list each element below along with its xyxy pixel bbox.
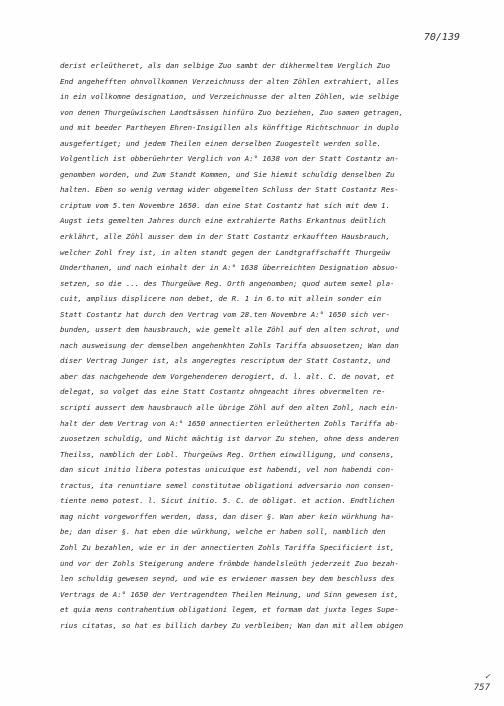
text-line: Zohl Zu bezahlen, wie er in der annectierten Zohls Tariffa Specificiert ist, [60, 542, 395, 552]
text-line: erklährt, alle Zöhl ausser dem in der Statt Costantz erkaufften Hausbrauch, [60, 232, 390, 242]
margin-mark-text: ✓ 757 [473, 672, 490, 693]
text-line: und mit beeder Partheyen Ehren-Insigillen als könfftige Richtschnuor in duplo [60, 123, 399, 133]
text-line: bunden, ussert dem hausbrauch, wie gemelt alle Zöhl auf den alten schrot, und [60, 325, 399, 335]
text-line: setzen, so die ... des Thurgeüwe Reg. Orth angenomben; quod autem semel pla- [60, 278, 395, 288]
text-line: Volgentlich ist obberüehrter Verglich von A:° 1638 von der Statt Costantz an- [60, 154, 399, 164]
text-line: zuosetzen schuldig, und Nicht mächtig ist darvor Zu stehen, ohne dess anderen [60, 434, 399, 444]
text-line: mag nicht vorgeworffen werden, dass, dan diser §. Wan aber kein würkhung ha- [60, 511, 395, 521]
text-line: Augst iets gemelten Jahres durch eine extrahierte Raths Erkantnus deütlich [60, 216, 386, 226]
text-line: tractus, ita renuntiare semel constitutae obligationi adversario non consen- [60, 480, 395, 490]
text-line: Underthanen, und nach einhalt der in A:° 1638 überreichten Designation absuo- [60, 263, 399, 273]
text-line: len schuldig gewesen seynd, und wie es erwiener massen bey dem beschluss des [60, 574, 395, 584]
text-line: Theilss, namblich der Lobl. Thurgeüws Reg. Orthen einwilligung, und consens, [60, 449, 395, 459]
text-line: von denen Thurgeüwischen Landtsässen hinfüro Zuo beziehen, Zuo samen getragen, [60, 107, 404, 117]
text-line: tiente nemo potest. l. Sicut initio. 5. C. de obligat. et action. Endtlichen [60, 496, 395, 506]
text-line: delegat, so volget das eine Statt Costantz ohngeacht ihres obvermelten re- [60, 387, 386, 397]
text-line: halt der dem Vertrag von A:° 1650 annectierten erleütherten Zohls Tariffa ab- [60, 418, 399, 428]
text-line: cuit, amplius displicere non debet, de R. 1 in 6.to mit allein sonder ein [60, 294, 382, 304]
text-line: ausgefertiget; und jedem Theilen einen derselben Zuogestelt werden solle. [60, 138, 382, 148]
text-line: dan sicut initio libera potestas unicuique est habendi, vel non habendi con- [60, 465, 395, 475]
text-line: genomben worden, und Zum Standt Kommen, und Sie hiemit schuldig denselben Zu [60, 169, 395, 179]
text-line: scripti aussert dem hausbrauch alle übrige Zöhl auf den alten Zohl, nach ein- [60, 403, 399, 413]
text-line: in ein vollkomne designation, und Verzeichnusse der alten Zöhlen, wie selbige [60, 92, 399, 102]
text-line: Statt Costantz hat durch den Vertrag vom 28.ten Novembre A:° 1650 sich ver- [60, 309, 390, 319]
transcription-text [60, 58, 480, 633]
text-line: und vor der Zohls Steigerung andere frömbde handelsleüth jederzeit Zuo bezah- [60, 558, 399, 568]
folio-number: 70/139 [423, 32, 460, 43]
text-line: be; dan diser §. hat eben die würkhung, welche er haben soll, namblich den [60, 527, 386, 537]
text-line: End angehefften ohnvollkomnen Verzeichnuss der alten Zöhlen extrahiert, alles [60, 76, 399, 86]
text-line: diser Vertrag Junger ist, als angeregtes rescriptum der Statt Costantz, und [60, 356, 390, 366]
text-line: criptum vom 5.ten Novembre 1650. dan eine Stat Costantz hat sich mit dem 1. [60, 200, 390, 210]
text-line: welcher Zohl frey ist, in alten standt gegen der Landtgraffschafft Thurgeüw [60, 247, 390, 257]
margin-mark [474, 672, 490, 694]
text-line: aber das nachgehende dem Vorgehenderen derogiert, d. l. alt. C. de novat, et [60, 371, 395, 381]
text-line: halten. Eben so wenig vermag wider obgemelten Schluss der Statt Costantz Res- [60, 185, 399, 195]
text-line: Vertrags de A:° 1650 der Vertragendten Theilen Meinung, und Sinn gewesen ist, [60, 589, 399, 599]
text-line: rius citatas, so hat es billich darbey Zu verbleiben; Wan dan mit allem obigen [60, 620, 404, 630]
text-line: derist erleütheret, als dan selbige Zuo sambt der dikhermeltem Verglich Zuo [60, 61, 390, 70]
text-line: nach ausweisung der demselben angehenkhten Zohls Tariffa absuosetzen; Wan dan [60, 340, 399, 350]
text-line: et quia mens contrahentium obligationi legem, et formam dat juxta leges Supe- [60, 605, 399, 615]
